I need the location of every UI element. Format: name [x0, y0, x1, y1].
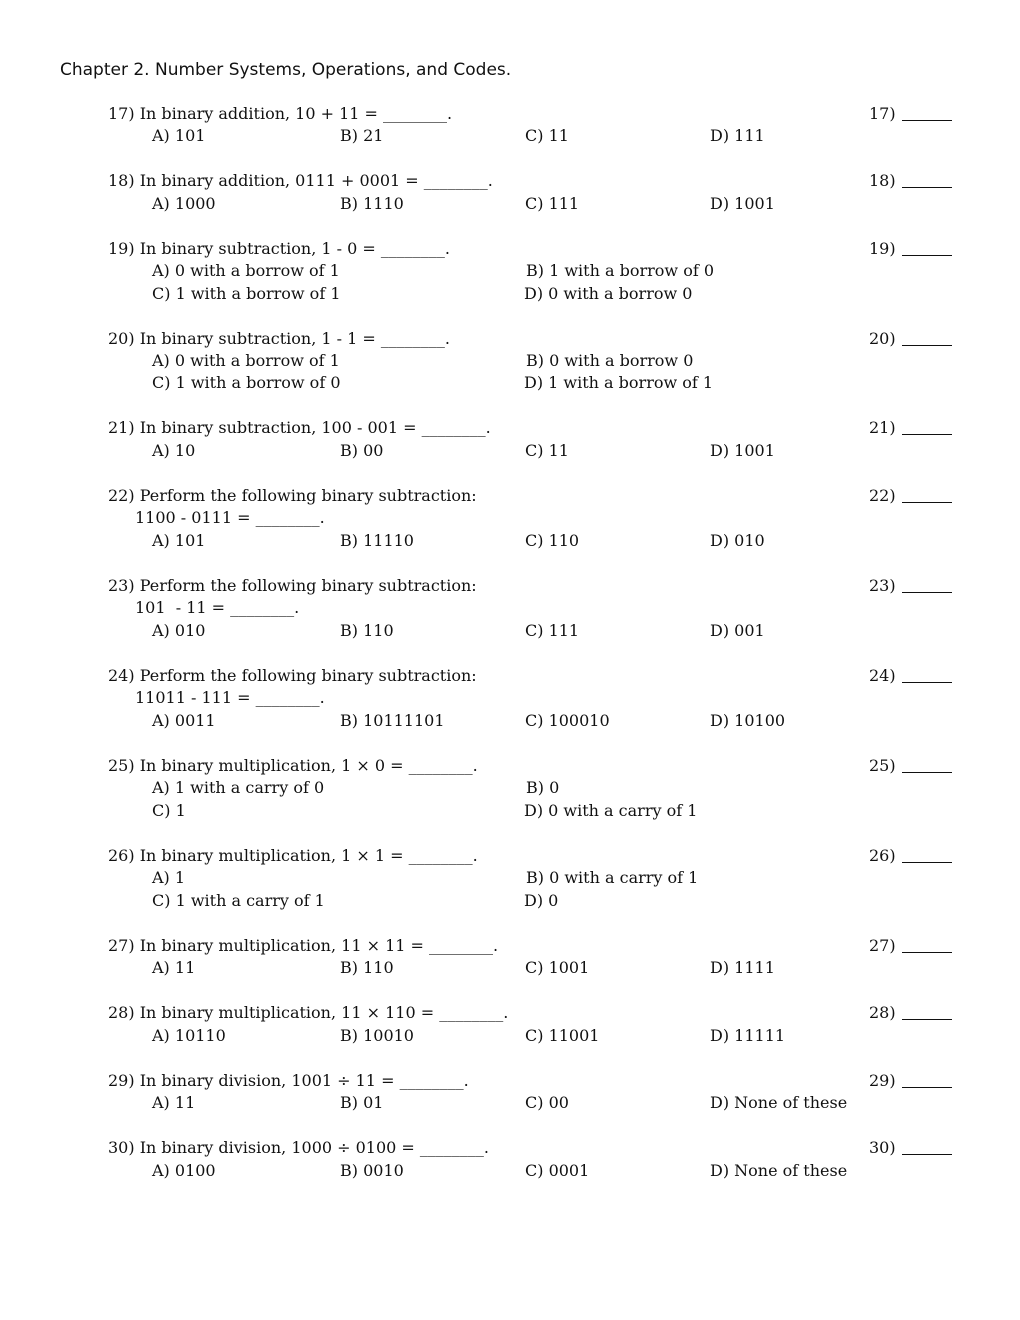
- option-b[interactable]: B) 21: [340, 126, 384, 145]
- option-d[interactable]: D) 11111: [710, 1026, 786, 1045]
- option-a[interactable]: A) 0011: [152, 711, 216, 730]
- option-c[interactable]: C) 1: [152, 801, 186, 820]
- question-stem: 29) In binary division, 1001 ÷ 11 = ________.: [108, 1071, 469, 1090]
- option-d[interactable]: D) None of these: [710, 1093, 848, 1112]
- answer-number: 18): [869, 171, 896, 190]
- option-c[interactable]: C) 11001: [525, 1026, 600, 1045]
- question-stem: 21) In binary subtraction, 100 - 001 = ________.: [108, 418, 491, 437]
- answer-number: 27): [869, 936, 896, 955]
- option-a[interactable]: A) 0 with a borrow of 1: [152, 351, 340, 370]
- option-d[interactable]: D) 010: [710, 531, 765, 550]
- answer-blank[interactable]: [902, 1154, 952, 1155]
- option-b[interactable]: B) 110: [340, 958, 394, 977]
- option-c[interactable]: C) 1 with a borrow of 1: [152, 284, 341, 303]
- option-c[interactable]: C) 00: [525, 1093, 569, 1112]
- option-c[interactable]: C) 11: [525, 126, 569, 145]
- option-c[interactable]: C) 111: [525, 194, 580, 213]
- option-c[interactable]: C) 100010: [525, 711, 610, 730]
- answer-number: 20): [869, 329, 896, 348]
- option-b[interactable]: B) 0: [526, 778, 560, 797]
- answer-number: 26): [869, 846, 896, 865]
- question-stem: 17) In binary addition, 10 + 11 = ________.: [108, 104, 453, 123]
- option-d[interactable]: D) 10100: [710, 711, 786, 730]
- option-b[interactable]: B) 0010: [340, 1161, 404, 1180]
- answer-blank[interactable]: [902, 1087, 952, 1088]
- option-d[interactable]: D) 111: [710, 126, 765, 145]
- option-c[interactable]: C) 1001: [525, 958, 590, 977]
- option-a[interactable]: A) 101: [152, 126, 206, 145]
- option-a[interactable]: A) 10110: [152, 1026, 226, 1045]
- option-c[interactable]: C) 1 with a carry of 1: [152, 891, 325, 910]
- answer-blank[interactable]: [902, 592, 952, 593]
- answer-blank[interactable]: [902, 255, 952, 256]
- question-stem: 19) In binary subtraction, 1 - 0 = ________.: [108, 239, 450, 258]
- answer-blank[interactable]: [902, 345, 952, 346]
- option-d[interactable]: D) 1001: [710, 441, 775, 460]
- option-a[interactable]: A) 1000: [152, 194, 216, 213]
- question-expression: 101 - 11 = ________.: [135, 598, 300, 617]
- answer-blank[interactable]: [902, 1019, 952, 1020]
- option-a[interactable]: A) 010: [152, 621, 206, 640]
- question-stem: 23) Perform the following binary subtraction:: [108, 576, 477, 595]
- answer-blank[interactable]: [902, 682, 952, 683]
- option-a[interactable]: A) 11: [152, 1093, 196, 1112]
- option-b[interactable]: B) 110: [340, 621, 394, 640]
- answer-number: 22): [869, 486, 896, 505]
- question-expression: 1100 - 0111 = ________.: [135, 508, 325, 527]
- answer-number: 24): [869, 666, 896, 685]
- answer-number: 29): [869, 1071, 896, 1090]
- answer-number: 17): [869, 104, 896, 123]
- answer-number: 28): [869, 1003, 896, 1022]
- answer-blank[interactable]: [902, 434, 952, 435]
- option-d[interactable]: D) 001: [710, 621, 765, 640]
- option-b[interactable]: B) 0 with a carry of 1: [526, 868, 699, 887]
- answer-blank[interactable]: [902, 952, 952, 953]
- option-b[interactable]: B) 01: [340, 1093, 384, 1112]
- option-c[interactable]: C) 111: [525, 621, 580, 640]
- option-b[interactable]: B) 10010: [340, 1026, 414, 1045]
- question-stem: 20) In binary subtraction, 1 - 1 = ________.: [108, 329, 450, 348]
- option-a[interactable]: A) 0 with a borrow of 1: [152, 261, 340, 280]
- answer-blank[interactable]: [902, 187, 952, 188]
- option-d[interactable]: D) 1111: [710, 958, 775, 977]
- option-d[interactable]: D) 0 with a carry of 1: [524, 801, 698, 820]
- option-a[interactable]: A) 1: [152, 868, 186, 887]
- option-a[interactable]: A) 11: [152, 958, 196, 977]
- option-d[interactable]: D) None of these: [710, 1161, 848, 1180]
- answer-number: 21): [869, 418, 896, 437]
- answer-number: 25): [869, 756, 896, 775]
- answer-blank[interactable]: [902, 862, 952, 863]
- option-a[interactable]: A) 10: [152, 441, 196, 460]
- answer-blank[interactable]: [902, 772, 952, 773]
- answer-blank[interactable]: [902, 502, 952, 503]
- option-d[interactable]: D) 1 with a borrow of 1: [524, 373, 714, 392]
- question-stem: 24) Perform the following binary subtraction:: [108, 666, 477, 685]
- answer-number: 30): [869, 1138, 896, 1157]
- option-b[interactable]: B) 1110: [340, 194, 404, 213]
- option-b[interactable]: B) 0 with a borrow 0: [526, 351, 694, 370]
- option-c[interactable]: C) 110: [525, 531, 580, 550]
- option-b[interactable]: B) 1 with a borrow of 0: [526, 261, 715, 280]
- option-c[interactable]: C) 0001: [525, 1161, 590, 1180]
- question-stem: 27) In binary multiplication, 11 × 11 = ________.: [108, 936, 499, 955]
- option-d[interactable]: D) 1001: [710, 194, 775, 213]
- option-b[interactable]: B) 11110: [340, 531, 414, 550]
- option-c[interactable]: C) 1 with a borrow of 0: [152, 373, 341, 392]
- answer-number: 19): [869, 239, 896, 258]
- option-d[interactable]: D) 0 with a borrow 0: [524, 284, 693, 303]
- option-b[interactable]: B) 00: [340, 441, 384, 460]
- answer-number: 23): [869, 576, 896, 595]
- question-stem: 22) Perform the following binary subtraction:: [108, 486, 477, 505]
- page-title: Chapter 2. Number Systems, Operations, and Codes.: [60, 60, 512, 80]
- option-c[interactable]: C) 11: [525, 441, 569, 460]
- question-stem: 28) In binary multiplication, 11 × 110 = ________.: [108, 1003, 509, 1022]
- question-stem: 26) In binary multiplication, 1 × 1 = ________.: [108, 846, 478, 865]
- option-b[interactable]: B) 10111101: [340, 711, 445, 730]
- question-stem: 25) In binary multiplication, 1 × 0 = ________.: [108, 756, 478, 775]
- option-d[interactable]: D) 0: [524, 891, 559, 910]
- answer-blank[interactable]: [902, 120, 952, 121]
- option-a[interactable]: A) 1 with a carry of 0: [152, 778, 325, 797]
- option-a[interactable]: A) 0100: [152, 1161, 216, 1180]
- question-expression: 11011 - 111 = ________.: [135, 688, 325, 707]
- question-stem: 18) In binary addition, 0111 + 0001 = ________.: [108, 171, 493, 190]
- question-stem: 30) In binary division, 1000 ÷ 0100 = ________.: [108, 1138, 490, 1157]
- option-a[interactable]: A) 101: [152, 531, 206, 550]
